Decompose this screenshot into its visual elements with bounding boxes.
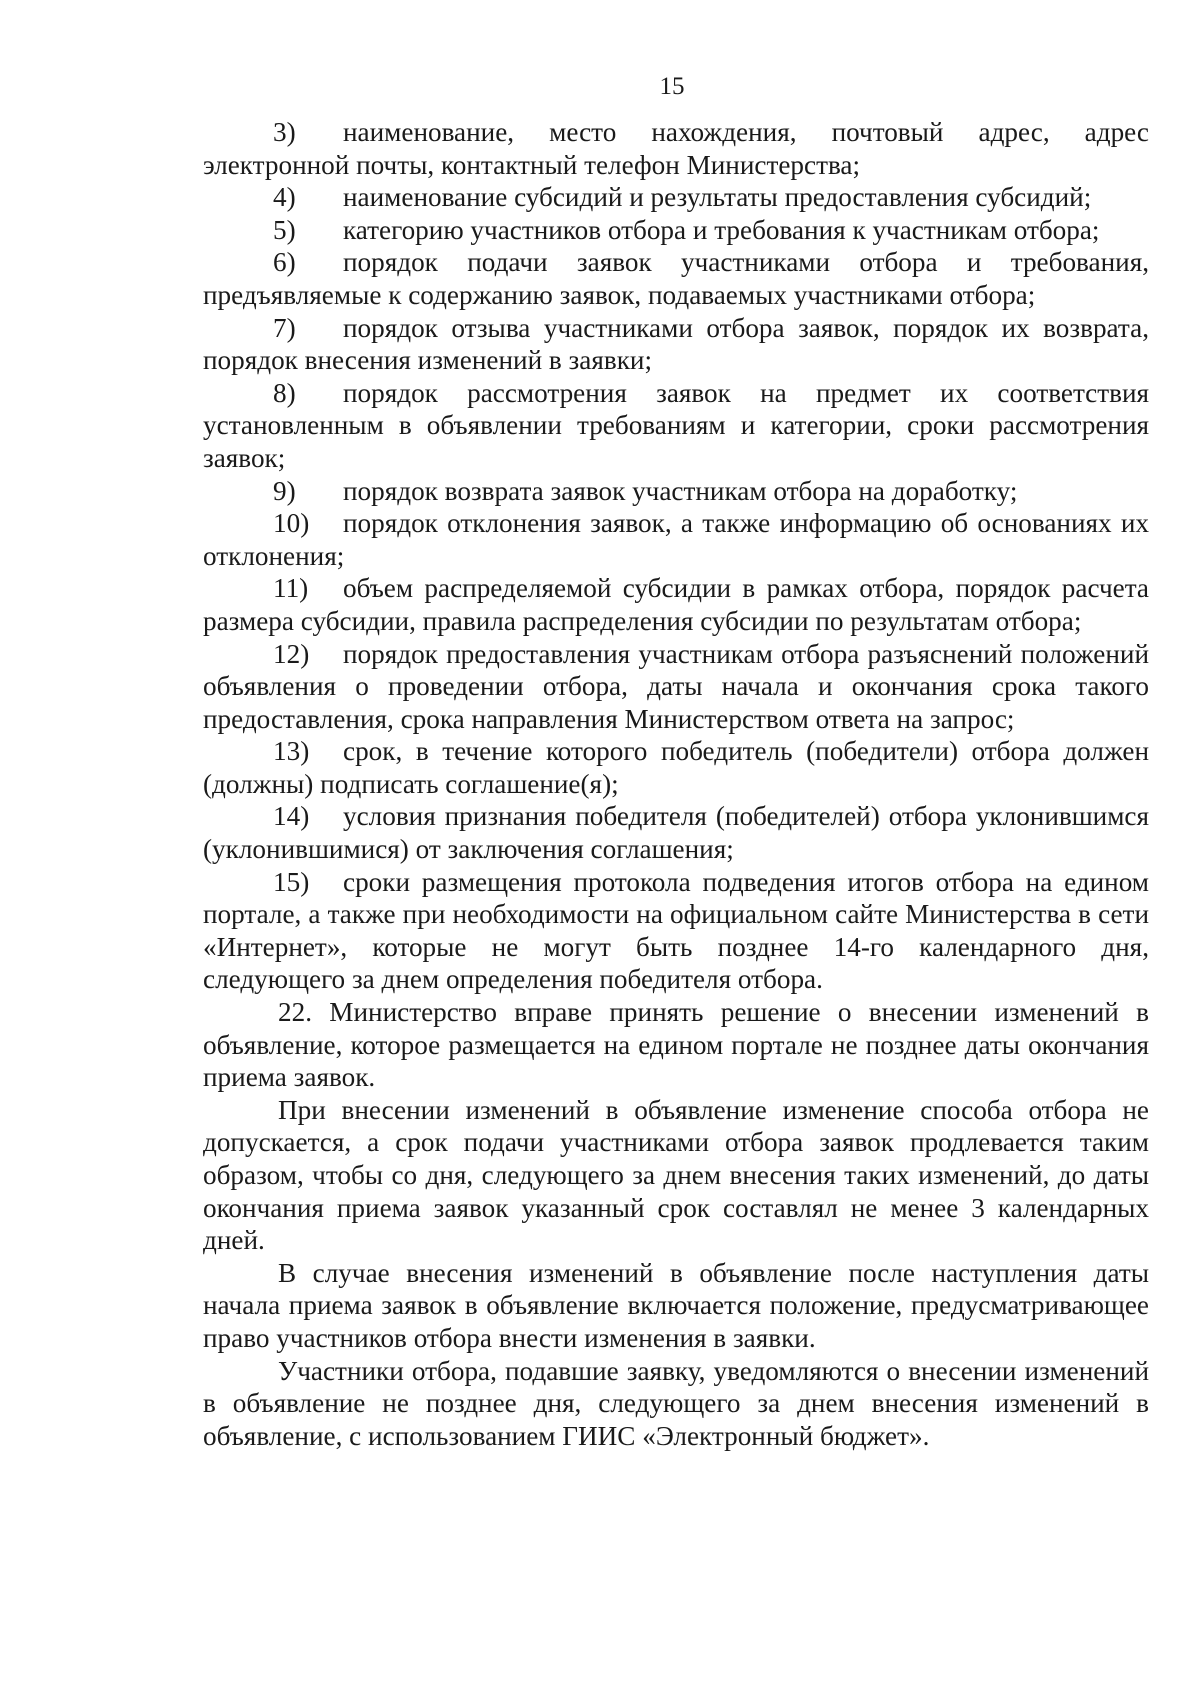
item-text: порядок отзыва участниками отбора заявок, порядок их возврата, порядок внесения изменений в заявки;: [203, 312, 1149, 376]
list-item: [203, 638, 1149, 736]
item-number: 10): [273, 508, 310, 539]
item-number: 6): [273, 247, 296, 278]
document-body: [203, 116, 1149, 1452]
item-number: 5): [273, 214, 296, 245]
item-number: 14): [273, 801, 310, 832]
list-item: [203, 181, 1149, 214]
item-number: 15): [273, 866, 310, 897]
item-text: порядок подачи заявок участниками отбора и требования, предъявляемые к содержанию заявок, подаваемых участниками отбора;: [203, 247, 1149, 310]
item-text: категорию участников отбора и требования к участникам отбора;: [343, 214, 1100, 245]
list-item: [203, 312, 1149, 377]
item-text: порядок возврата заявок участникам отбора на доработку;: [343, 475, 1018, 506]
list-item: [203, 246, 1149, 311]
item-number: 11): [273, 573, 309, 604]
paragraph: 22. Министерство вправе принять решение о внесении изменений в объявление, которое размещается на едином портале не позднее даты окончания приема заявок.: [203, 997, 1149, 1093]
item-text: сроки размещения протокола подведения итогов отбора на едином портале, а также при необходимости на официальном сайте Министерства в сети «Интернет», которые не могут быть позднее 14-го календарного дня, следующего за днем определения победителя отбора.: [203, 866, 1149, 995]
list-item: [203, 214, 1149, 247]
paragraph: В случае внесения изменений в объявление после наступления даты начала приема заявок в объявление включается положение, предусматривающее право участников отбора внести изменения в заявки.: [203, 1257, 1149, 1353]
item-number: 9): [273, 475, 296, 506]
item-number: 7): [273, 312, 296, 343]
item-number: 3): [273, 117, 296, 147]
list-item: [203, 735, 1149, 800]
list-item: [203, 800, 1149, 865]
item-number: 4): [273, 182, 296, 213]
item-text: наименование субсидий и результаты предоставления субсидий;: [343, 182, 1092, 213]
paragraph: При внесении изменений в объявление изменение способа отбора не допускается, а срок подачи участниками отбора заявок продлевается таким образом, чтобы со дня, следующего за днем внесения таких изменений, до даты окончания приема заявок указанный срок составлял не менее 3 календарных дней.: [203, 1094, 1149, 1256]
list-item: [203, 377, 1149, 475]
item-text: объем распределяемой субсидии в рамках отбора, порядок расчета размера субсидии, правила распределения субсидии по результатам отбора;: [203, 573, 1149, 636]
item-number: 12): [273, 638, 310, 669]
list-item: [203, 116, 1149, 181]
list-item: [203, 475, 1149, 508]
list-item: [203, 866, 1149, 996]
list-item: [203, 572, 1149, 637]
item-text: срок, в течение которого победитель (победители) отбора должен (должны) подписать соглашение(я);: [203, 736, 1149, 799]
paragraph: Участники отбора, подавшие заявку, уведомляются о внесении изменений в объявление не позднее дня, следующего за днем внесения изменений в объявление, с использованием ГИИС «Электронный бюджет».: [203, 1355, 1149, 1451]
page-number: 15: [659, 73, 685, 100]
item-text: порядок рассмотрения заявок на предмет их соответствия установленным в объявлении требованиям и категории, сроки рассмотрения заявок;: [203, 377, 1149, 473]
item-number: 13): [273, 736, 310, 767]
item-text: условия признания победителя (победителей) отбора уклонившимся (уклонившимися) от заключения соглашения;: [203, 801, 1149, 865]
item-text: порядок предоставления участникам отбора разъяснений положений объявления о проведении отбора, даты начала и окончания срока такого предоставления, срока направления Министерством ответа на запрос;: [203, 638, 1149, 734]
item-text: наименование, место нахождения, почтовый адрес, адрес электронной почты, контактный телефон Министерства;: [203, 117, 1149, 180]
item-number: 8): [273, 377, 296, 408]
item-text: порядок отклонения заявок, а также информацию об основаниях их отклонения;: [203, 508, 1149, 571]
list-item: [203, 507, 1149, 572]
